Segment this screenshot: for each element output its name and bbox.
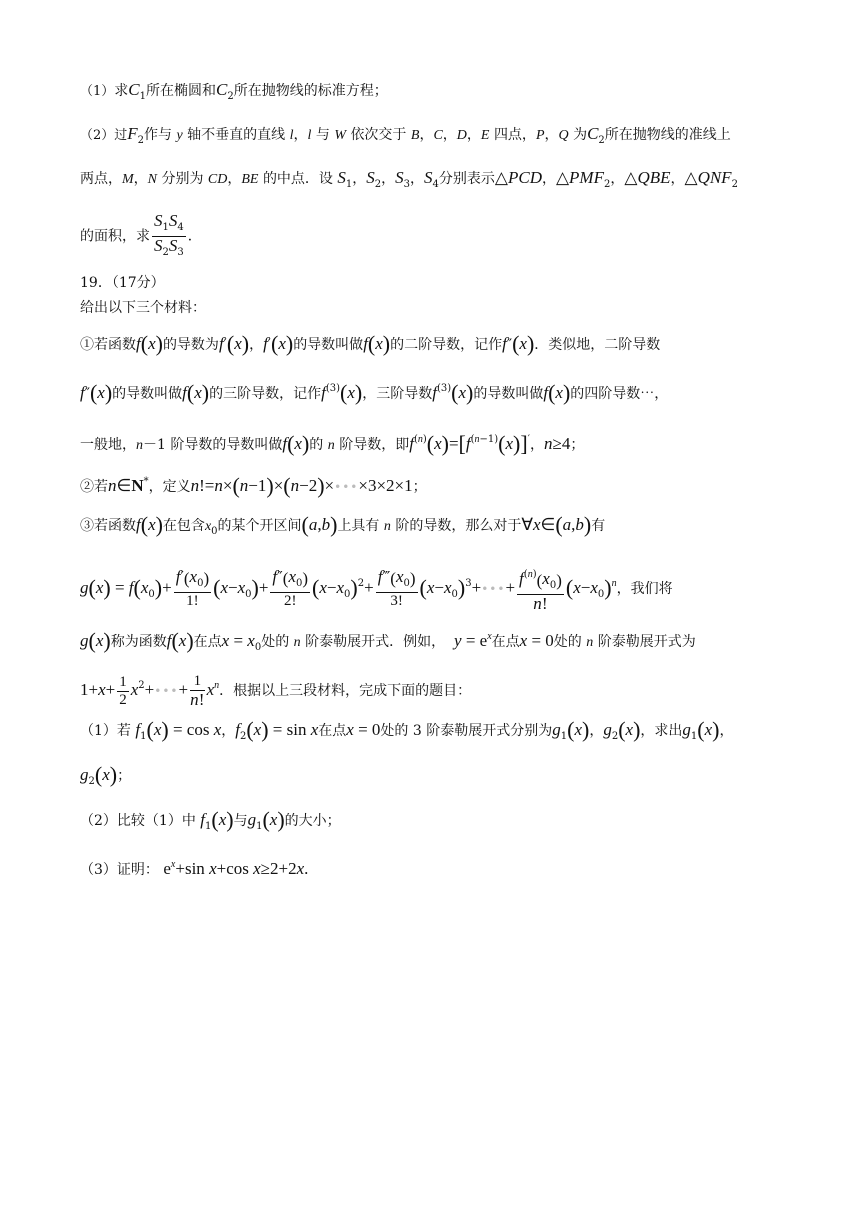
q19-material3-line3: g(x)称为函数f(x)在点$x = x_0$处的 n 阶泰勒展开式．例如， $y = e^x$在点x = 0处的 n 阶泰勒展开式为	[80, 628, 696, 653]
q19-material1-line2: f″(x)的导数叫做f(x)的三阶导数，记作$f^{(3)}(x)$，三阶导数$f^{(3)}(x)$的导数叫做f(x)的四阶导数⋯，	[80, 380, 669, 405]
s-ratio-fraction: $\frac{S_1S_4}{S_2S_3}$	[154, 211, 184, 258]
q19-sub1-line1: （1）若 $f_1(x) = \cos x$，$f_2(x) = \sin x$在点x = 0处的 3 阶泰勒展开式分别为$g_1(x)$，$g_2(x)$，求出$g_1(x)$，	[80, 717, 734, 742]
q19-material1-line3: 一般地，n－1 阶导数的导数叫做f(x)的 n 阶导数，即$f^{(n)}(x)=[f^{(n-1)}(x)]'$，n≥4；	[80, 431, 585, 456]
q18-part2-line1: （2）过$F_2$作与 y 轴不垂直的直线 l，l 与 W 依次交于 B，C，D，E 四点，P，Q 为$C_2$所在抛物线的准线上	[80, 124, 731, 146]
q19-material2: ②若n∈N*，定义n!=n×(n−1)×(n−2)×•••×3×2×1；	[80, 473, 427, 498]
q19-taylor-formula: $g(x) = f(x_0)+$ $\frac{f'(x_0)}{1!}$ $(x-x_0)+$ $\frac{f''(x_0)}{2!}$ $(x-x_0)^2+$ $\frac{f‴(x_0)}{3!}$ $(x-x_0)^3+•••+$ $\frac{f^{(n)}(x_0)}{n!}$ $(x-x_0)^n$，我们将	[80, 567, 673, 613]
q18-part2-line2: 两点，M，N 分别为 CD，BE 的中点．设 $S_1$，$S_2$，$S_3$，$S_4$分别表示△PCD，$\triangle PMF_2$，△QBE，$\triangle QNF_2$	[80, 168, 738, 190]
q19-sub2: （2）比较（1）中 $f_1(x)$与$g_1(x)$的大小；	[80, 807, 341, 832]
q18-part2-line3: 的面积，求 $\frac{S_1S_4}{S_2S_3}$ ．	[80, 212, 202, 261]
q19-material1-line1: ①若函数f(x)的导数为f′(x)，f′(x)的导数叫做f(x)的二阶导数，记作f″(x)．类似地，二阶导数	[80, 331, 661, 356]
q18-part1: （1）求$C_1$所在椭圆和$C_2$所在抛物线的标准方程；	[80, 80, 388, 102]
q19-material3-line4: 1+x+ $\frac{1}{2}$ $x^2+•••+$ $\frac{1}{n!}$ $x^n$．根据以上三段材料，完成下面的题目：	[80, 673, 472, 709]
q19-sub3: （3）证明： $e^x+\sin$ x+cos x≥2+2x.	[80, 859, 309, 878]
q19-material3-line1: ③若函数f(x)在包含$x_0$的某个开区间(a,b)上具有 n 阶的导数，那么对于∀x∈(a,b)有	[80, 512, 606, 537]
q19-header: 19．（17分）	[80, 275, 165, 291]
q19-intro: 给出以下三个材料：	[80, 300, 206, 316]
q19-sub1-line2: $g_2(x)$；	[80, 762, 132, 787]
